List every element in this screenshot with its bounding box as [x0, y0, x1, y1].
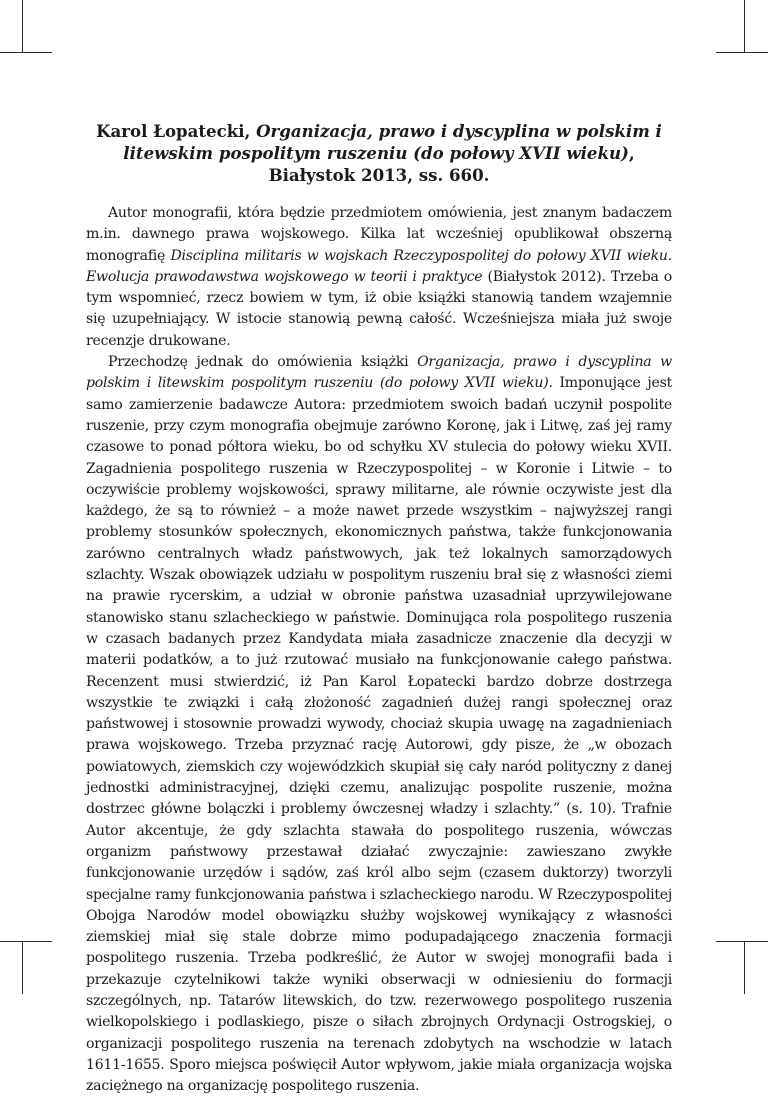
author-name: Karol Łopatecki, [96, 121, 251, 141]
crop-mark [22, 0, 23, 52]
crop-mark [0, 941, 52, 942]
cited-title: Organizacja, prawo i dyscyplina w polskim i litewskim pospolitym ruszeniu (do połowy XVII wieku). [86, 354, 672, 392]
review-heading [86, 120, 672, 186]
book-title: Organizacja, prawo i dyscyplina w polskim i litewskim pospolitym ruszeniu (do połowy XVII wieku) [123, 121, 662, 163]
crop-mark [0, 52, 52, 53]
crop-mark [716, 52, 768, 53]
text-run: Autor monografii, która będzie przedmiotem omówienia, jest znanym badaczem m.in. dawnego prawa wojskowego. Kilka lat wcześniej opublikował obszerną monografię [86, 205, 672, 264]
review-page [86, 120, 672, 1097]
text-run: Przechodzę jednak do omówienia książki [108, 354, 418, 371]
paragraph-2 [86, 352, 672, 1097]
imprint: , Białystok 2013, ss. 660. [268, 143, 635, 185]
paragraph-1 [86, 203, 672, 352]
text-run: (Białystok 2012). Trzeba o tym wspomnieć, rzecz bowiem w tym, iż obie książki stanowią tandem wzajemnie się uzupełniający. W istocie stanowią pewną całość. Wcześniejsza miała już swoje recenzje drukowane. [86, 268, 672, 349]
crop-mark [716, 941, 768, 942]
text-run: Imponujące jest samo zamierzenie badawcze Autora: przedmiotem swoich badań uczynił pospolite ruszenie, przy czym monografia obejmuje zarówno Koronę, jak i Litwę, zaś jej ramy czasowe to ponad półtora wieku, bo od schyłku XV stulecia do połowy wieku XVII. Zagadnienia pospolitego ruszenia w Rzeczypospolitej – w Koronie i Litwie – to oczywiście problemy wojskowości, sprawy militarne, ale równie oczywiste jest dla każdego, że są to również – a może nawet przede wszystkim – najwyższej rangi problemy stosunków społecznych, ekonomicznych państwa, także funkcjonowania zarówno centralnych władz państwowych, jak też lokalnych samorządowych szlachty. Wszak obowiązek udziału w pospolitym ruszeniu brał się z własności ziemi na prawie rycerskim, a udział w obronie państwa uzasadniał uprzywilejowane stanowisko stanu szlacheckiego w państwie. Dominująca rola pospolitego ruszenia w czasach badanych przez Kandydata miała zasadnicze znaczenie dla decyzji w materii podatków, a to już rzutować musiało na funkcjonowanie całego państwa. Recenzent musi stwierdzić, iż Pan Karol Łopatecki bardzo dobrze dostrzega wszystkie te związki i całą złożoność zagadnień dużej rangi społecznej oraz państwowej i stosownie prowadzi wywody, chociaż skupia uwagę na zagadnieniach prawa wojskowego. Trzeba przyznać rację Autorowi, gdy pisze, że „w obozach powiatowych, ziemskich czy wojewódzkich skupiał się cały naród polityczny z danej jednostki administracyjnej, dzięki czemu, analizując pospolite ruszenie, można dostrzec główne bolączki i problemy ówczesnej władzy i szlachty.” (s. 10). Trafnie Autor akcentuje, że gdy szlachta stawała do pospolitego ruszenia, wówczas organizm państwowy przestawał działać zwyczajnie: zawieszano zwykłe funkcjonowanie urzędów i sądów, zaś król albo sejm (czasem duktorzy) tworzyli specjalne ramy funkcjonowania państwa i szlacheckiego narodu. W Rzeczypospolitej Obojga Narodów model obowiązku służby wojskowej wynikający z własności ziemskiej miał się stale dobrze mimo podupadającego znaczenia formacji pospolitego ruszenia. Trzeba podkreślić, że Autor w swojej monografii bada i przekazuje czytelnikowi także wyniki obserwacji w odniesieniu do formacji szczególnych, np. Tatarów litewskich, do tzw. rezerwowego pospolitego ruszenia wielkopolskiego i podlaskiego, pisze o siłach zbrojnych Ordynacji Ostrogskiej, o organizacji pospolitego ruszenia na terenach zdobytych na wschodzie w latach 1611-1655. Sporo miejsca poświęcił Autor wpływom, jakie miała organizacja wojska zaciężnego na organizację pospolitego ruszenia. [86, 375, 672, 1095]
crop-mark [744, 0, 745, 52]
crop-mark [22, 942, 23, 994]
cited-title: Disciplina militaris w wojskach Rzeczypospolitej do połowy XVII wieku. Ewolucja prawodawstwa wojskowego w teorii i praktyce [86, 247, 672, 285]
crop-mark [744, 942, 745, 994]
